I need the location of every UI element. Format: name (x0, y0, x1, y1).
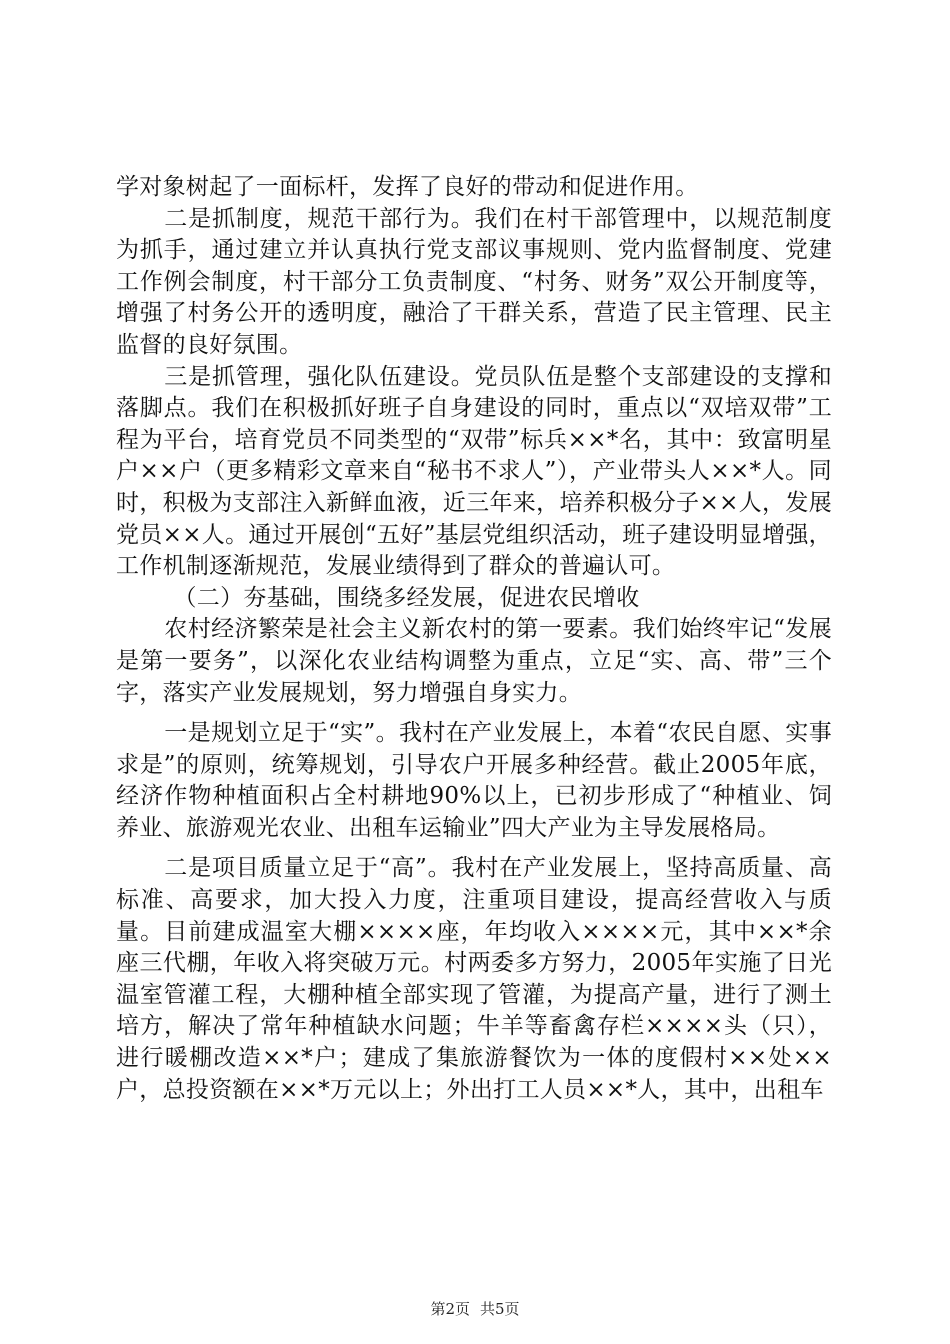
page-footer (0, 1299, 950, 1319)
paragraph-system: 二是抓制度，规范干部行为。我们在村干部管理中，以规范制度为抓手，通过建立并认真执行党支部议事规则、党内监督制度、党建工作例会制度，村干部分工负责制度、“村务、财务”双公开制度等，增强了村务公开的透明度，融洽了干群关系，营造了民主管理、民主监督的良好氛围。 (116, 205, 832, 358)
paragraph-continuation: 学对象树起了一面标杆，发挥了良好的带动和促进作用。 (116, 174, 699, 200)
paragraph-management: 三是抓管理，强化队伍建设。党员队伍是整个支部建设的支撑和落脚点。我们在积极抓好班子自身建设的同时，重点以“双培双带”工程为平台，培育党员不同类型的“双带”标兵××*名，其中：致富明星户××户（更多精彩文章来自“秘书不求人”），产业带头人××*人。同时，积极为支部注入新鲜血液，近三年来，培养积极分子××人，发展党员××人。通过开展创“五好”基层党组织活动，班子建设明显增强，工作机制逐渐规范，发展业绩得到了群众的普遍认可。 (116, 363, 832, 580)
section-heading: （二）夯基础，围绕多经发展，促进农民增收 (173, 584, 640, 611)
paragraph-project-quality: 二是项目质量立足于“高”。我村在产业发展上，坚持高质量、高标准、高要求，加大投入力度，注重项目建设，提高经营收入与质量。目前建成温室大棚××××座，年均收入××××元，其中××*余座三代棚，年收入将突破万元。村两委多方努力，2005年实施了日光温室管灌工程，大棚种植全部实现了管灌，为提高产量，进行了测土培方，解决了常年种植缺水问题；牛羊等畜禽存栏××××头（只），进行暖棚改造××*户；建成了集旅游餐饮为一体的度假村××处××户，总投资额在××*万元以上；外出打工人员××*人，其中，出租车 (116, 855, 832, 1103)
document-body (116, 172, 832, 1106)
page-number: 第2页 (430, 1300, 470, 1318)
page-total: 共5页 (480, 1300, 520, 1318)
paragraph-planning: 一是规划立足于“实”。我村在产业发展上，本着“农民自愿、实事求是”的原则，统筹规划，引导农户开展多种经营。截止2005年底，经济作物种植面积占全村耕地90%以上，已初步形成了“种植业、饲养业、旅游观光农业、出租车运输业”四大产业为主导发展格局。 (116, 720, 832, 841)
paragraph-economy-intro: 农村经济繁荣是社会主义新农村的第一要素。我们始终牢记“发展是第一要务”，以深化农业结构调整为重点，立足“实、高、带”三个字，落实产业发展规划，努力增强自身实力。 (116, 616, 832, 706)
